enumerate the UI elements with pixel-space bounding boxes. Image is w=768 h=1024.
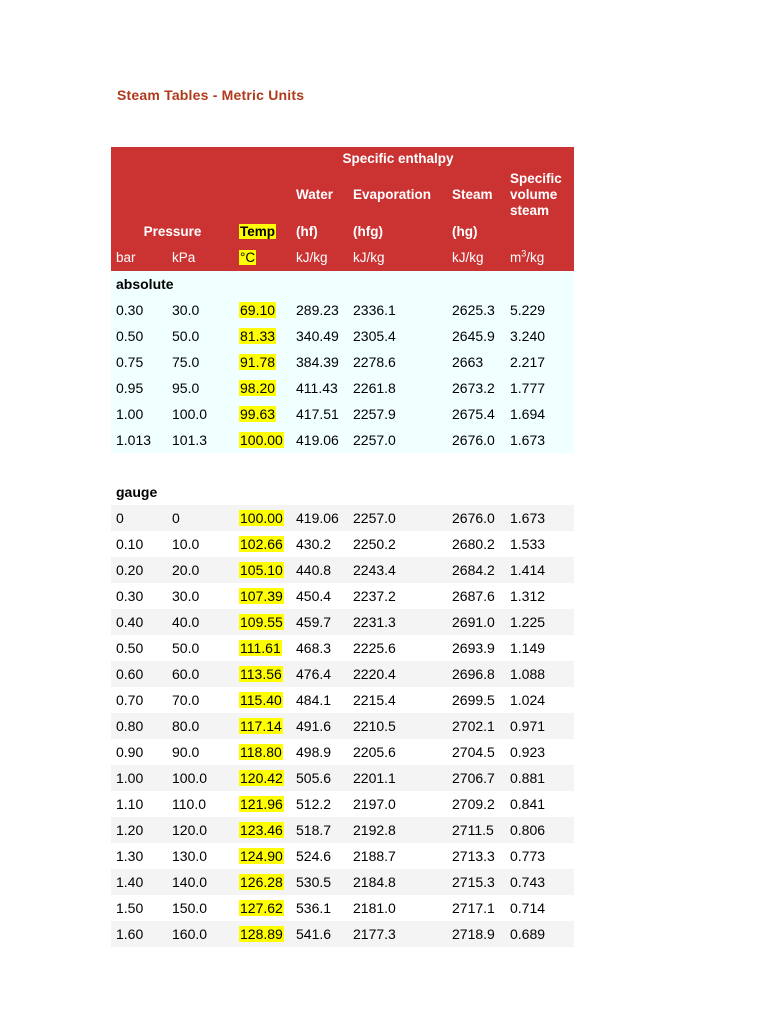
table-cell: 530.5 [291,869,348,895]
table-cell: 2197.0 [348,791,447,817]
table-cell: 1.694 [505,401,574,427]
table-cell: 2220.4 [348,661,447,687]
temp-highlight: 81.33 [240,328,276,344]
table-row [111,869,574,895]
table-cell: 60.0 [167,661,234,687]
table-cell: 2215.4 [348,687,447,713]
table-cell: 2336.1 [348,297,447,323]
section-label-absolute: absolute [111,271,574,297]
table-cell: 1.225 [505,609,574,635]
table-cell: 5.229 [505,297,574,323]
temp-highlight: 69.10 [240,302,276,318]
table-row [111,687,574,713]
table-cell [234,323,291,349]
temp-highlight: 109.55 [240,614,283,630]
table-cell: 2225.6 [348,635,447,661]
table-cell: 0.841 [505,791,574,817]
table-cell: 0.689 [505,921,574,947]
table-cell: 2250.2 [348,531,447,557]
table-cell: 10.0 [167,531,234,557]
table-cell: 100.0 [167,401,234,427]
table-cell [234,713,291,739]
temp-highlight: 118.80 [240,744,282,760]
table-cell: 120.0 [167,817,234,843]
table-row [111,401,574,427]
temp-highlight: 123.46 [240,822,283,838]
table-cell: 140.0 [167,869,234,895]
table-cell: 430.2 [291,531,348,557]
unit-steam: kJ/kg [447,245,505,271]
table-cell [234,531,291,557]
table-cell: 2718.9 [447,921,505,947]
table-cell [234,817,291,843]
table-cell: 160.0 [167,921,234,947]
table-cell: 40.0 [167,609,234,635]
table-cell [234,739,291,765]
table-cell: 1.777 [505,375,574,401]
table-cell: 2188.7 [348,843,447,869]
table-cell: 0.30 [111,583,167,609]
page-title: Steam Tables - Metric Units [117,87,305,103]
table-cell: 1.00 [111,401,167,427]
table-cell: 1.024 [505,687,574,713]
table-cell: 1.312 [505,583,574,609]
table-cell [234,921,291,947]
table-cell: 2675.4 [447,401,505,427]
table-cell: 2257.0 [348,427,447,453]
table-cell: 2181.0 [348,895,447,921]
table-cell: 70.0 [167,687,234,713]
table-cell: 130.0 [167,843,234,869]
table-cell: 491.6 [291,713,348,739]
table-cell: 2676.0 [447,505,505,531]
table-cell [234,401,291,427]
table-cell: 1.533 [505,531,574,557]
steam-table [111,147,574,947]
table-cell: 2243.4 [348,557,447,583]
table-row [111,531,574,557]
table-cell: 0.40 [111,609,167,635]
table-row [111,843,574,869]
table-cell: 0.50 [111,323,167,349]
table-cell [234,583,291,609]
table-cell: 512.2 [291,791,348,817]
table-cell [234,505,291,531]
table-cell: 2693.9 [447,635,505,661]
table-row [111,583,574,609]
table-cell: 1.673 [505,427,574,453]
table-cell: 95.0 [167,375,234,401]
table-cell [234,843,291,869]
table-cell: 2709.2 [447,791,505,817]
table-cell: 484.1 [291,687,348,713]
table-cell: 2625.3 [447,297,505,323]
table-cell: 0.714 [505,895,574,921]
table-cell: 2687.6 [447,583,505,609]
table-cell: 505.6 [291,765,348,791]
table-cell: 2684.2 [447,557,505,583]
temp-highlight: 113.56 [240,666,282,682]
table-cell: 0.806 [505,817,574,843]
table-cell [234,895,291,921]
temp-highlight: 100.00 [240,510,283,526]
header-steam: Steam [447,171,505,219]
table-cell: 50.0 [167,323,234,349]
table-cell: 0.881 [505,765,574,791]
table-cell: 2257.0 [348,505,447,531]
temp-highlight: 98.20 [240,380,276,396]
table-cell: 1.088 [505,661,574,687]
table-cell: 498.9 [291,739,348,765]
table-cell: 0 [111,505,167,531]
table-cell: 541.6 [291,921,348,947]
table-cell: 30.0 [167,583,234,609]
table-cell: 101.3 [167,427,234,453]
temp-highlight: 100.00 [240,432,283,448]
table-cell: 0.30 [111,297,167,323]
table-cell: 1.30 [111,843,167,869]
table-cell: 476.4 [291,661,348,687]
table-cell: 2699.5 [447,687,505,713]
temp-highlight: 102.66 [240,536,283,552]
table-cell: 2711.5 [447,817,505,843]
table-cell: 2715.3 [447,869,505,895]
table-cell: 2184.8 [348,869,447,895]
table-cell: 1.50 [111,895,167,921]
table-cell: 0.50 [111,635,167,661]
table-row [111,765,574,791]
table-cell: 2663 [447,349,505,375]
table-cell: 2.217 [505,349,574,375]
table-cell: 384.39 [291,349,348,375]
table-cell: 0.80 [111,713,167,739]
table-cell: 0.20 [111,557,167,583]
table-cell: 50.0 [167,635,234,661]
table-row [111,323,574,349]
header-hf: (hf) [291,219,348,245]
unit-temp: °C [234,245,291,271]
table-cell: 1.10 [111,791,167,817]
table-cell: 468.3 [291,635,348,661]
table-cell: 0.10 [111,531,167,557]
section-label-gauge: gauge [111,479,574,505]
table-cell: 0.773 [505,843,574,869]
table-cell: 2305.4 [348,323,447,349]
table-cell: 1.149 [505,635,574,661]
gauge-section [111,453,574,947]
table-cell: 90.0 [167,739,234,765]
table-cell [234,687,291,713]
temp-highlight: 121.96 [240,796,283,812]
table-cell: 2680.2 [447,531,505,557]
table-cell: 518.7 [291,817,348,843]
table-row [111,661,574,687]
header-hfg: (hfg) [348,219,447,245]
header-hg: (hg) [447,219,505,245]
table-row [111,557,574,583]
table-cell: 3.240 [505,323,574,349]
temp-highlight: 124.90 [240,848,283,864]
table-cell: 1.40 [111,869,167,895]
temp-highlight: 107.39 [240,588,283,604]
header-specific-enthalpy: Specific enthalpy [291,147,505,171]
table-cell [234,557,291,583]
table-cell: 2717.1 [447,895,505,921]
table-cell: 2702.1 [447,713,505,739]
table-cell [234,375,291,401]
table-cell [234,349,291,375]
table-cell: 340.49 [291,323,348,349]
table-cell: 2278.6 [348,349,447,375]
table-row [111,609,574,635]
table-cell: 1.00 [111,765,167,791]
table-cell [234,661,291,687]
table-cell [234,635,291,661]
table-cell: 0.70 [111,687,167,713]
temp-highlight: 128.89 [240,926,283,942]
table-cell: 2231.3 [348,609,447,635]
table-cell: 2192.8 [348,817,447,843]
table-cell: 2706.7 [447,765,505,791]
unit-bar: bar [111,245,167,271]
table-cell: 524.6 [291,843,348,869]
header-evaporation: Evaporation [348,171,447,219]
table-row [111,817,574,843]
table-cell [234,765,291,791]
table-row [111,349,574,375]
table-cell: 411.43 [291,375,348,401]
temp-highlight: 117.14 [240,718,282,734]
unit-evaporation: kJ/kg [348,245,447,271]
table-cell: 2237.2 [348,583,447,609]
table-cell: 450.4 [291,583,348,609]
table-header [111,147,574,271]
unit-water: kJ/kg [291,245,348,271]
table-cell: 0.923 [505,739,574,765]
table-row [111,921,574,947]
table-cell: 1.60 [111,921,167,947]
header-water: Water [291,171,348,219]
table-cell: 1.673 [505,505,574,531]
table-cell: 2676.0 [447,427,505,453]
table-cell: 419.06 [291,505,348,531]
header-specific-volume: Specific volume steam [505,171,574,219]
table-cell: 0.90 [111,739,167,765]
temp-highlight: 120.42 [240,770,283,786]
temp-highlight: 99.63 [240,406,276,422]
table-row [111,427,574,453]
temp-highlight: 126.28 [240,874,283,890]
table-cell: 2201.1 [348,765,447,791]
table-cell: 0.60 [111,661,167,687]
table-cell: 2704.5 [447,739,505,765]
table-cell: 2205.6 [348,739,447,765]
table-cell: 0.75 [111,349,167,375]
table-cell: 2673.2 [447,375,505,401]
table-cell: 1.414 [505,557,574,583]
table-cell: 75.0 [167,349,234,375]
header-pressure: Pressure [111,219,234,245]
table-row [111,791,574,817]
table-row [111,505,574,531]
table-cell: 459.7 [291,609,348,635]
temp-highlight: 111.61 [240,640,281,656]
table-cell: 150.0 [167,895,234,921]
table-cell: 2210.5 [348,713,447,739]
table-cell: 0 [167,505,234,531]
temp-highlight: 91.78 [240,354,276,370]
table-cell: 0.95 [111,375,167,401]
table-cell: 2261.8 [348,375,447,401]
table-cell [234,791,291,817]
table-cell: 440.8 [291,557,348,583]
table-cell: 2257.9 [348,401,447,427]
table-cell: 0.971 [505,713,574,739]
table-cell: 2645.9 [447,323,505,349]
table-cell [234,609,291,635]
table-cell: 0.743 [505,869,574,895]
table-row [111,297,574,323]
table-cell [234,297,291,323]
table-row [111,375,574,401]
table-cell: 2691.0 [447,609,505,635]
temp-highlight: 127.62 [240,900,283,916]
table-cell [234,869,291,895]
table-cell: 100.0 [167,765,234,791]
table-cell: 2177.3 [348,921,447,947]
unit-volume: $m^3/kg$ [505,245,574,271]
table-row [111,713,574,739]
absolute-section [111,271,574,453]
table-cell: 536.1 [291,895,348,921]
table-cell [234,427,291,453]
temp-highlight: 105.10 [240,562,283,578]
table-cell: 419.06 [291,427,348,453]
table-cell: 80.0 [167,713,234,739]
table-cell: 417.51 [291,401,348,427]
table-row [111,895,574,921]
table-cell: 110.0 [167,791,234,817]
table-cell: 1.20 [111,817,167,843]
table-row [111,739,574,765]
unit-kpa: kPa [167,245,234,271]
table-cell: 30.0 [167,297,234,323]
table-cell: 1.013 [111,427,167,453]
header-temp: Temp [234,219,291,245]
table-cell: 2696.8 [447,661,505,687]
table-cell: 2713.3 [447,843,505,869]
table-cell: 289.23 [291,297,348,323]
table-cell: 20.0 [167,557,234,583]
table-row [111,635,574,661]
temp-highlight: 115.40 [240,692,282,708]
